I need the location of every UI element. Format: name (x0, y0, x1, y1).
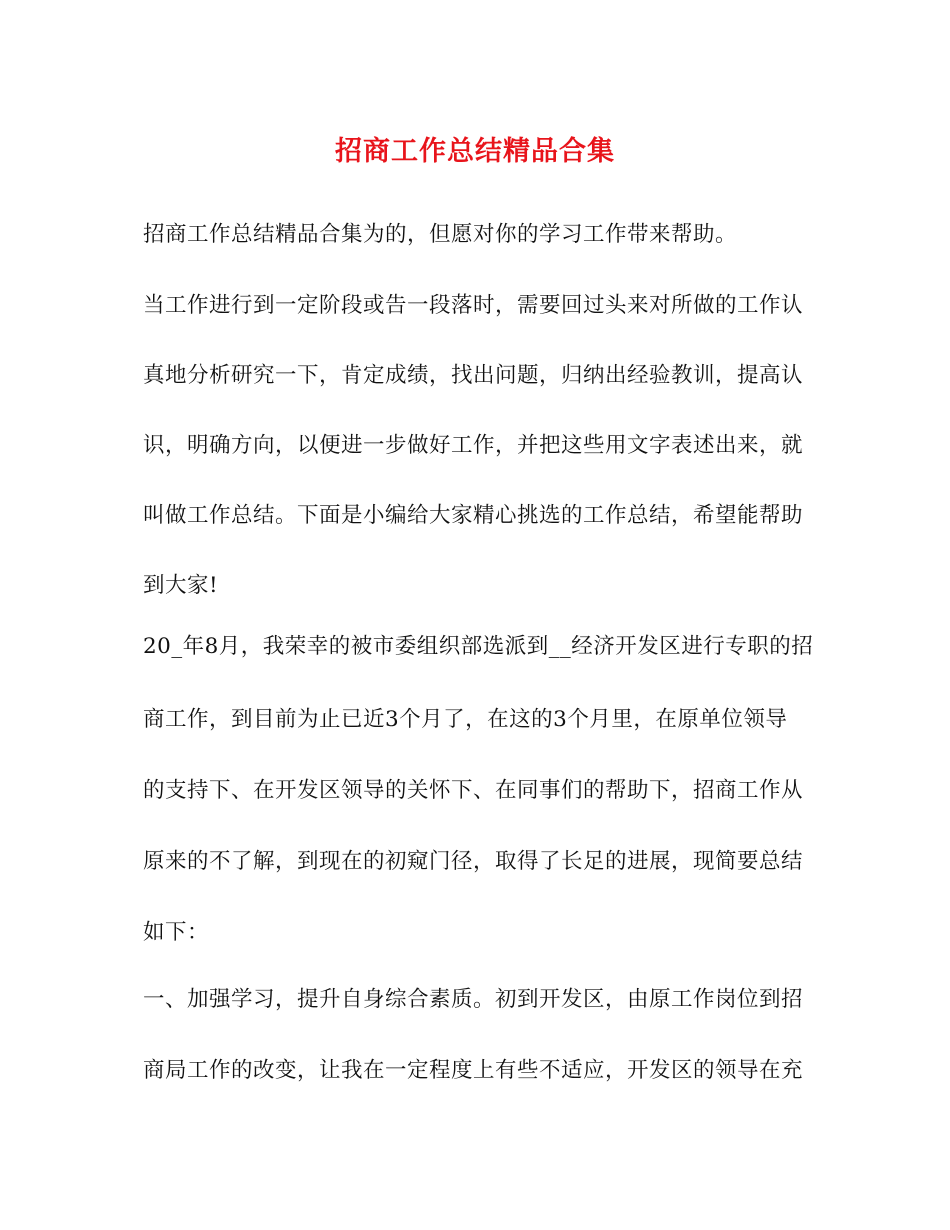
paragraph-line: 到大家! (143, 573, 219, 598)
document-title: 招商工作总结精品合集 (335, 136, 615, 167)
paragraph-line: 商局工作的改变，让我在一定程度上有些不适应，开发区的领导在充 (143, 1058, 804, 1083)
paragraph-line: 当工作进行到一定阶段或告一段落时，需要回过头来对所做的工作认 (143, 293, 804, 318)
paragraph-line: 20_年8月，我荣幸的被市委组织部选派到__经济开发区进行专职的招 (143, 634, 814, 659)
paragraph-line: 一、加强学习，提升自身综合素质。初到开发区，由原工作岗位到招 (143, 987, 804, 1012)
intro-line: 招商工作总结精品合集为的，但愿对你的学习工作带来帮助。 (143, 222, 738, 247)
paragraph-line: 真地分析研究一下，肯定成绩，找出问题，归纳出经验教训，提高认 (143, 363, 804, 388)
paragraph-line: 商工作，到目前为止已近3个月了，在这的3个月里，在原单位领导 (143, 707, 788, 732)
paragraph-line: 叫做工作总结。下面是小编给大家精心挑选的工作总结，希望能帮助 (143, 503, 804, 528)
paragraph-line: 原来的不了解，到现在的初窥门径，取得了长足的进展，现简要总结 (143, 849, 804, 874)
paragraph-line: 的支持下、在开发区领导的关怀下、在同事们的帮助下，招商工作从 (143, 778, 804, 803)
paragraph-line: 如下： (143, 920, 210, 945)
paragraph-line: 识，明确方向，以便进一步做好工作，并把这些用文字表述出来，就 (143, 433, 804, 458)
